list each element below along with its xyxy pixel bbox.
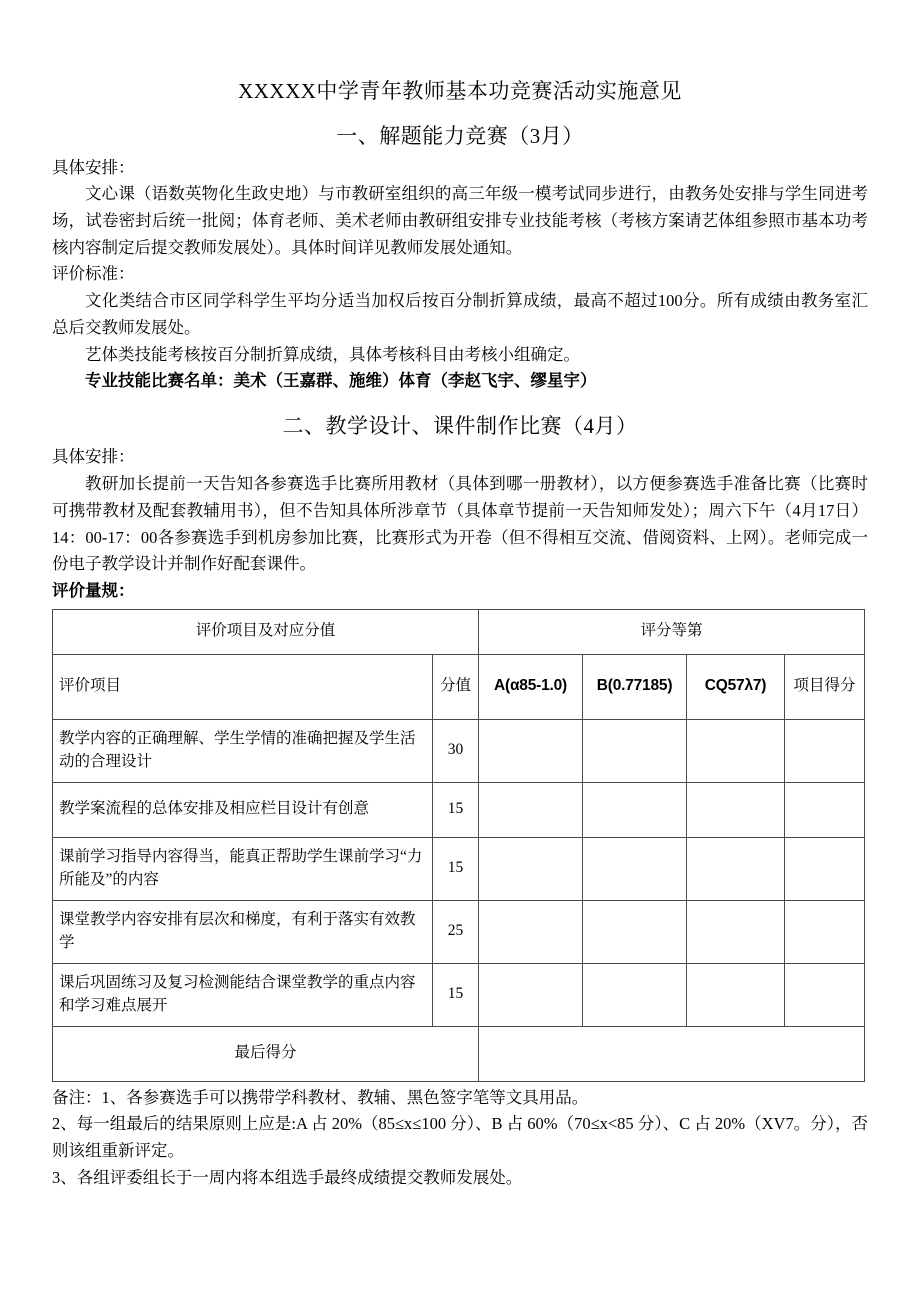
row-score-value: 15 <box>433 837 479 900</box>
row-grade-a-cell[interactable] <box>479 719 583 782</box>
table-column-header-row <box>53 654 865 719</box>
row-score-value: 25 <box>433 900 479 963</box>
notes-section <box>52 1085 868 1192</box>
note-item-3: 3、各组评委组长于一周内将本组选手最终成绩提交教师发展处。 <box>52 1167 523 1187</box>
header-group-right: 评分等第 <box>479 609 865 654</box>
row-item-text: 教学内容的正确理解、学生学情的准确把握及学生活动的合理设计 <box>53 719 433 782</box>
column-header-grade-a: A(α85-1.0) <box>479 654 583 719</box>
row-item-score-cell[interactable] <box>785 963 865 1026</box>
section1-criteria-label: 评价标准： <box>52 264 135 284</box>
row-item-text: 课前学习指导内容得当，能真正帮助学生课前学习“力所能及”的内容 <box>53 837 433 900</box>
row-grade-c-cell[interactable] <box>687 782 785 837</box>
section2-arrangement-text: 教研加长提前一天告知各参赛选手比赛所用教材（具体到哪一册教材），以方便参赛选手准备比赛（比赛时可携带教材及配套教辅用书），但不告知具体所涉章节（具体章节提前一天告知师发处）；周六下午（4月17日）14：00-17：00各参赛选手到机房参加比赛，比赛形式为开卷（但不得相互交流、借阅资料、上网）。老师完成一份电子教学设计并制作好配套课件。 <box>52 474 868 574</box>
row-grade-b-cell[interactable] <box>583 900 687 963</box>
section1-criteria-text-2: 艺体类技能考核按百分制折算成绩，具体考核科目由考核小组确定。 <box>85 344 580 364</box>
row-grade-c-cell[interactable] <box>687 837 785 900</box>
document-content <box>52 0 868 1192</box>
table-row <box>53 782 865 837</box>
column-header-item: 评价项目 <box>53 654 433 719</box>
header-group-left: 评价项目及对应分值 <box>53 609 479 654</box>
row-grade-a-cell[interactable] <box>479 963 583 1026</box>
row-grade-b-cell[interactable] <box>583 963 687 1026</box>
final-score-value-cell[interactable] <box>479 1026 865 1081</box>
final-score-label: 最后得分 <box>53 1026 479 1081</box>
row-item-score-cell[interactable] <box>785 837 865 900</box>
section1-arrangement-label: 具体安排： <box>52 157 135 177</box>
row-item-text: 课堂教学内容安排有层次和梯度，有利于落实有效教学 <box>53 900 433 963</box>
row-score-value: 15 <box>433 963 479 1026</box>
section1-criteria-text-1: 文化类结合市区同学科学生平均分适当加权后按百分制折算成绩，最高不超过100分。所有成绩由教务室汇总后交教师发展处。 <box>52 291 868 337</box>
row-grade-b-cell[interactable] <box>583 782 687 837</box>
note-item-1: 备注：1、各参赛选手可以携带学科教材、教辅、黑色签字笔等文具用品。 <box>52 1087 589 1107</box>
column-header-grade-c: CQ57λ7) <box>687 654 785 719</box>
table-row <box>53 837 865 900</box>
rubric-table <box>52 609 865 1082</box>
row-grade-a-cell[interactable] <box>479 782 583 837</box>
row-grade-a-cell[interactable] <box>479 837 583 900</box>
row-grade-c-cell[interactable] <box>687 719 785 782</box>
column-header-score: 分值 <box>433 654 479 719</box>
document-title: XXXXX中学青年教师基本功竞赛活动实施意见 <box>238 79 682 103</box>
row-grade-c-cell[interactable] <box>687 963 785 1026</box>
section-heading-2: 二、教学设计、课件制作比赛（4月） <box>282 414 638 439</box>
column-header-item-score: 项目得分 <box>785 654 865 719</box>
row-item-score-cell[interactable] <box>785 719 865 782</box>
note-item-2: 2、每一组最后的结果原则上应是:A 占 20%（85≤x≤100 分）、B 占 60%（70≤x<85 分）、C 占 20%（XV7。分），否则该组重新评定。 <box>52 1114 868 1161</box>
column-header-grade-b: B(0.77185) <box>583 654 687 719</box>
row-grade-b-cell[interactable] <box>583 837 687 900</box>
row-score-value: 15 <box>433 782 479 837</box>
table-final-score-row <box>53 1026 865 1081</box>
row-grade-a-cell[interactable] <box>479 900 583 963</box>
section1-roster-text: 专业技能比赛名单：美术（王嘉群、施维）体育（李赵飞宇、缪星宇） <box>85 371 597 391</box>
section2-arrangement-label: 具体安排： <box>52 447 135 467</box>
table-row <box>53 900 865 963</box>
table-row <box>53 963 865 1026</box>
row-item-score-cell[interactable] <box>785 900 865 963</box>
section-heading-1: 一、解题能力竞赛（3月） <box>336 124 584 149</box>
rubric-label: 评价量规： <box>52 580 135 600</box>
table-header-group-row <box>53 609 865 654</box>
row-grade-c-cell[interactable] <box>687 900 785 963</box>
row-score-value: 30 <box>433 719 479 782</box>
section1-arrangement-text: 文心课（语数英物化生政史地）与市教研室组织的高三年级一模考试同步进行，由教务处安排与学生同进考场，试卷密封后统一批阅；体育老师、美术老师由教研组安排专业技能考核（考核方案请艺体组参照市基本功考核内容制定后提交教师发展处）。具体时间详见教师发展处通知。 <box>52 184 868 257</box>
row-item-text: 课后巩固练习及复习检测能结合课堂教学的重点内容和学习难点展开 <box>53 963 433 1026</box>
table-row <box>53 719 865 782</box>
row-item-text: 教学案流程的总体安排及相应栏目设计有创意 <box>53 782 433 837</box>
row-grade-b-cell[interactable] <box>583 719 687 782</box>
row-item-score-cell[interactable] <box>785 782 865 837</box>
